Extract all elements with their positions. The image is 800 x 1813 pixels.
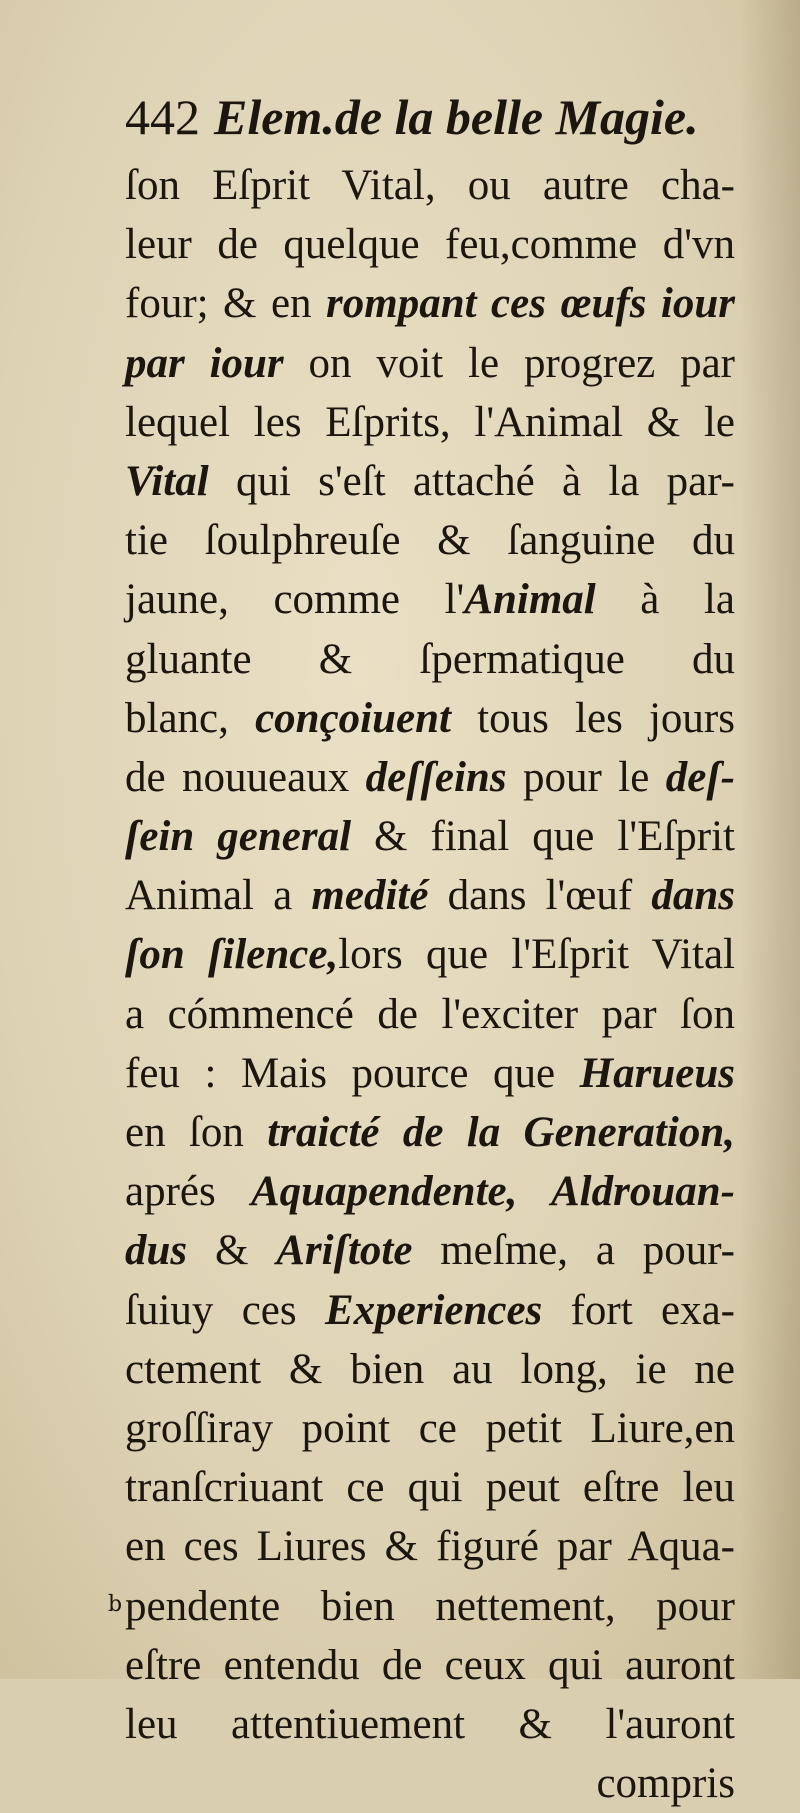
text-segment: leu attentiuement & l'auront: [125, 1700, 735, 1748]
text-segment: eſtre entendu de ceux qui auront: [125, 1641, 735, 1689]
italic-text-segment: conçoiuent: [255, 694, 451, 742]
body-text: [125, 156, 735, 1813]
text-segment: tie ſoulphreuſe & ſanguine du: [125, 517, 735, 565]
text-segment: ſon Eſprit Vital, ou autre cha-: [125, 162, 735, 209]
text-segment: en ces Liures & figuré par Aqua-: [125, 1523, 735, 1571]
text-segment: leur de quelque feu,comme d'vn: [125, 221, 735, 269]
text-segment: tous les jours: [450, 694, 735, 742]
text-segment: Animal a: [125, 872, 312, 920]
text-line: [125, 1577, 735, 1636]
text-line: [125, 1281, 735, 1340]
text-line: [125, 1695, 735, 1754]
text-segment: ſuiuy ces: [125, 1286, 325, 1334]
running-head: [125, 78, 735, 156]
text-segment: a cómmencé de l'exciter par ſon: [125, 990, 735, 1038]
page-number: 442: [125, 89, 200, 145]
text-segment: fort exa-: [542, 1286, 735, 1334]
text-line: [125, 1754, 735, 1813]
page-edge-shadow: [740, 0, 800, 1679]
italic-text-segment: rompant ces œufs iour: [326, 280, 735, 328]
italic-text-segment: deſ-: [665, 753, 735, 801]
text-segment: four; & en: [125, 280, 327, 328]
italic-text-segment: Vital: [125, 457, 209, 505]
text-segment: pendente bien nettement, pour: [125, 1582, 735, 1630]
text-segment: lors que l'Eſprit Vital: [338, 931, 736, 979]
italic-text-segment: deſſeins: [365, 753, 507, 801]
text-segment: gluante & ſpermatique du: [125, 635, 735, 683]
text-line: [125, 1221, 735, 1280]
text-line: [125, 630, 735, 689]
italic-text-segment: medité: [311, 872, 429, 920]
text-segment: à la: [595, 576, 735, 624]
text-segment: aprés: [125, 1168, 251, 1216]
text-segment: tranſcriuant ce qui peut eſtre leu: [125, 1464, 735, 1512]
text-segment: dans l'œuf: [428, 872, 652, 920]
text-line: [125, 1399, 735, 1458]
text-segment: feu : Mais pource que: [125, 1049, 580, 1097]
text-line: [125, 1517, 735, 1576]
italic-text-segment: dans: [651, 872, 735, 920]
text-line: [125, 274, 735, 333]
text-line: [125, 334, 735, 393]
text-block: [125, 78, 735, 1813]
text-line: [125, 1636, 735, 1695]
text-segment: blanc,: [125, 694, 256, 742]
text-segment: pour le: [506, 753, 666, 801]
text-line: [125, 570, 735, 629]
text-segment: on voit le progrez par: [283, 339, 735, 387]
italic-text-segment: Experiences: [324, 1286, 543, 1334]
text-line: [125, 985, 735, 1044]
text-line: [125, 925, 735, 984]
text-line: [125, 511, 735, 570]
text-line: [125, 866, 735, 925]
italic-text-segment: par iour: [125, 339, 284, 387]
text-segment: de nouueaux: [125, 753, 366, 801]
text-line: [125, 156, 735, 215]
signature-mark: b: [108, 1592, 123, 1617]
text-line: [125, 215, 735, 274]
italic-text-segment: ſon ſilence,: [125, 931, 339, 979]
text-line: [125, 1340, 735, 1399]
text-line: [125, 1103, 735, 1162]
text-segment: & final que l'Eſprit: [351, 813, 735, 861]
text-segment: meſme, a pour-: [412, 1227, 736, 1275]
text-segment: en ſon: [125, 1109, 268, 1156]
italic-text-segment: traicté de la Generation,: [267, 1109, 735, 1156]
italic-text-segment: dus: [125, 1227, 188, 1275]
italic-text-segment: Harueus: [579, 1049, 735, 1097]
text-segment: groſſiray point ce petit Liure,en: [125, 1404, 735, 1452]
text-segment: compris: [596, 1760, 735, 1808]
text-segment: ctement & bien au long, ie ne: [125, 1345, 735, 1393]
text-segment: lequel les Eſprits, l'Animal & le: [125, 398, 735, 446]
text-segment: &: [187, 1227, 277, 1275]
text-line: [125, 452, 735, 511]
text-line: [125, 393, 735, 452]
running-title: Elem.de la belle Magie.: [214, 89, 699, 145]
text-line: [125, 807, 735, 866]
text-line: [125, 748, 735, 807]
text-segment: qui s'eſt attaché à la par-: [208, 457, 735, 505]
text-line: [125, 689, 735, 748]
text-line: [125, 1044, 735, 1103]
text-line: [125, 1458, 735, 1517]
italic-text-segment: Animal: [464, 576, 596, 624]
text-segment: jaune, comme l': [125, 576, 465, 624]
text-line: [125, 1162, 735, 1221]
italic-text-segment: Ariſtote: [276, 1227, 413, 1275]
italic-text-segment: Aquapendente, Aldrouan-: [250, 1168, 735, 1216]
italic-text-segment: ſein general: [125, 813, 352, 861]
